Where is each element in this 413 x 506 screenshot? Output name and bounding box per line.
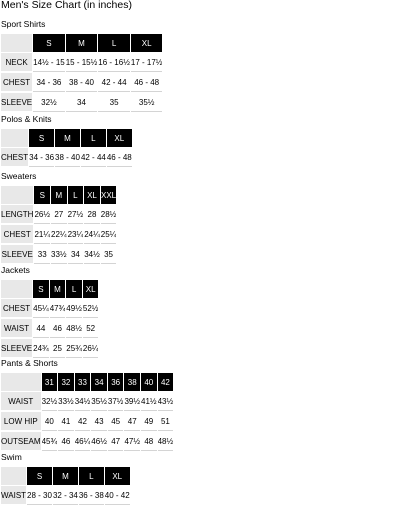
measurement-cell: 46 - 48 bbox=[131, 73, 163, 92]
size-header: L bbox=[79, 467, 104, 485]
row-label: WAIST bbox=[1, 319, 32, 338]
measurement-cell: 32½ bbox=[42, 392, 58, 411]
size-header: L bbox=[68, 186, 84, 204]
measurement-cell: 48½ bbox=[158, 432, 174, 451]
measurement-cell: 52 bbox=[83, 319, 99, 338]
measurement-cell: 46½ bbox=[91, 432, 107, 451]
header-corner bbox=[1, 373, 41, 391]
measurement-cell: 17 - 17½ bbox=[131, 53, 163, 72]
size-header: 40 bbox=[141, 373, 157, 391]
section-title: Swim bbox=[1, 452, 22, 462]
row-label: SLEEVE bbox=[1, 245, 33, 264]
table-row bbox=[1, 205, 116, 224]
measurement-cell: 26¼ bbox=[83, 339, 99, 358]
measurement-cell: 43½ bbox=[158, 392, 174, 411]
measurement-cell: 34 bbox=[68, 245, 84, 264]
table-row bbox=[1, 93, 162, 112]
measurement-cell: 43 bbox=[91, 412, 107, 431]
measurement-cell: 15 - 15½ bbox=[66, 53, 98, 72]
measurement-cell: 25¼ bbox=[101, 225, 117, 244]
measurement-cell: 46¼ bbox=[75, 432, 91, 451]
measurement-cell: 41½ bbox=[141, 392, 157, 411]
measurement-cell: 46 bbox=[58, 432, 74, 451]
row-label: CHEST bbox=[1, 148, 28, 167]
size-header: XXL bbox=[101, 186, 117, 204]
row-label: CHEST bbox=[1, 299, 32, 318]
header-row bbox=[1, 467, 130, 485]
measurement-cell: 47 bbox=[108, 432, 124, 451]
size-header: S bbox=[34, 186, 50, 204]
row-label: CHEST bbox=[1, 225, 33, 244]
measurement-cell: 49 bbox=[141, 412, 157, 431]
size-header: 34 bbox=[91, 373, 107, 391]
size-table-swim bbox=[0, 466, 131, 506]
table-row bbox=[1, 73, 162, 92]
measurement-cell: 35 bbox=[98, 93, 130, 112]
row-label: WAIST bbox=[1, 392, 41, 411]
measurement-cell: 51 bbox=[158, 412, 174, 431]
size-header: XL bbox=[131, 34, 163, 52]
size-header: 42 bbox=[158, 373, 174, 391]
size-table-sweaters bbox=[0, 185, 117, 265]
measurement-cell: 42 - 44 bbox=[81, 148, 106, 167]
header-corner bbox=[1, 186, 33, 204]
section-title: Pants & Shorts bbox=[1, 358, 58, 368]
measurement-cell: 42 bbox=[75, 412, 91, 431]
measurement-cell: 45¾ bbox=[42, 432, 58, 451]
row-label: LOW HIP bbox=[1, 412, 41, 431]
measurement-cell: 47¾ bbox=[50, 299, 66, 318]
header-corner bbox=[1, 34, 32, 52]
measurement-cell: 14½ - 15 bbox=[33, 53, 65, 72]
measurement-cell: 46 bbox=[50, 319, 66, 338]
measurement-cell: 33½ bbox=[51, 245, 67, 264]
header-corner bbox=[1, 467, 26, 485]
measurement-cell: 34 - 36 bbox=[29, 148, 54, 167]
measurement-cell: 33 bbox=[34, 245, 50, 264]
size-header: S bbox=[29, 129, 54, 147]
measurement-cell: 28½ bbox=[101, 205, 117, 224]
measurement-cell: 34 - 36 bbox=[33, 73, 65, 92]
size-header: M bbox=[55, 129, 80, 147]
size-header: M bbox=[53, 467, 78, 485]
measurement-cell: 48 bbox=[141, 432, 157, 451]
row-label: LENGTH bbox=[1, 205, 33, 224]
measurement-cell: 23¼ bbox=[68, 225, 84, 244]
section-title: Sport Shirts bbox=[1, 19, 46, 29]
measurement-cell: 24¾ bbox=[33, 339, 49, 358]
row-label: WAIST bbox=[1, 486, 26, 505]
row-label: CHEST bbox=[1, 73, 32, 92]
measurement-cell: 39½ bbox=[124, 392, 140, 411]
measurement-cell: 27½ bbox=[68, 205, 84, 224]
measurement-cell: 28 - 30 bbox=[27, 486, 52, 505]
table-row bbox=[1, 53, 162, 72]
table-row bbox=[1, 225, 116, 244]
measurement-cell: 45 bbox=[108, 412, 124, 431]
row-label: SLEEVE bbox=[1, 339, 32, 358]
size-header: M bbox=[50, 280, 66, 298]
section-title: Sweaters bbox=[1, 171, 37, 181]
measurement-cell: 32 - 34 bbox=[53, 486, 78, 505]
table-row bbox=[1, 319, 98, 338]
size-header: 31 bbox=[42, 373, 58, 391]
size-header: 38 bbox=[124, 373, 140, 391]
measurement-cell: 16 - 16½ bbox=[98, 53, 130, 72]
header-corner bbox=[1, 129, 28, 147]
measurement-cell: 37½ bbox=[108, 392, 124, 411]
size-header: L bbox=[81, 129, 106, 147]
size-table-polos-knits bbox=[0, 128, 133, 168]
size-header: XL bbox=[105, 467, 130, 485]
measurement-cell: 47 bbox=[124, 412, 140, 431]
table-row bbox=[1, 412, 173, 431]
measurement-cell: 49½ bbox=[66, 299, 82, 318]
measurement-cell: 45¼ bbox=[33, 299, 49, 318]
table-row bbox=[1, 486, 130, 505]
size-header: M bbox=[51, 186, 67, 204]
measurement-cell: 24¼ bbox=[84, 225, 100, 244]
measurement-cell: 40 bbox=[42, 412, 58, 431]
measurement-cell: 35 bbox=[101, 245, 117, 264]
size-header: M bbox=[66, 34, 98, 52]
page-title: Men's Size Chart (in inches) bbox=[1, 0, 132, 11]
row-label: OUTSEAM bbox=[1, 432, 41, 451]
size-header: S bbox=[27, 467, 52, 485]
measurement-cell: 26½ bbox=[34, 205, 50, 224]
measurement-cell: 35½ bbox=[131, 93, 163, 112]
table-row bbox=[1, 392, 173, 411]
measurement-cell: 22¼ bbox=[51, 225, 67, 244]
table-row bbox=[1, 339, 98, 358]
size-header: XL bbox=[83, 280, 99, 298]
measurement-cell: 34½ bbox=[84, 245, 100, 264]
size-header: 32 bbox=[58, 373, 74, 391]
measurement-cell: 35½ bbox=[91, 392, 107, 411]
measurement-cell: 32½ bbox=[33, 93, 65, 112]
header-row bbox=[1, 34, 162, 52]
measurement-cell: 40 - 42 bbox=[105, 486, 130, 505]
size-table-pants-shorts bbox=[0, 372, 174, 452]
size-header: 36 bbox=[108, 373, 124, 391]
header-row bbox=[1, 129, 132, 147]
measurement-cell: 27 bbox=[51, 205, 67, 224]
size-header: S bbox=[33, 34, 65, 52]
size-header: XL bbox=[107, 129, 132, 147]
measurement-cell: 42 - 44 bbox=[98, 73, 130, 92]
measurement-cell: 47½ bbox=[124, 432, 140, 451]
measurement-cell: 34 bbox=[66, 93, 98, 112]
measurement-cell: 44 bbox=[33, 319, 49, 338]
measurement-cell: 33½ bbox=[58, 392, 74, 411]
measurement-cell: 28 bbox=[84, 205, 100, 224]
size-header: 33 bbox=[75, 373, 91, 391]
row-label: SLEEVE bbox=[1, 93, 32, 112]
measurement-cell: 34½ bbox=[75, 392, 91, 411]
row-label: NECK bbox=[1, 53, 32, 72]
size-table-sport-shirts bbox=[0, 33, 163, 113]
measurement-cell: 25¾ bbox=[66, 339, 82, 358]
table-row bbox=[1, 148, 132, 167]
measurement-cell: 21¼ bbox=[34, 225, 50, 244]
header-row bbox=[1, 373, 173, 391]
header-row bbox=[1, 280, 98, 298]
measurement-cell: 38 - 40 bbox=[66, 73, 98, 92]
measurement-cell: 48½ bbox=[66, 319, 82, 338]
table-row bbox=[1, 245, 116, 264]
header-row bbox=[1, 186, 116, 204]
size-table-jackets bbox=[0, 279, 99, 359]
measurement-cell: 38 - 40 bbox=[55, 148, 80, 167]
section-title: Jackets bbox=[1, 265, 30, 275]
measurement-cell: 46 - 48 bbox=[107, 148, 132, 167]
size-header: XL bbox=[84, 186, 100, 204]
measurement-cell: 52½ bbox=[83, 299, 99, 318]
section-title: Polos & Knits bbox=[1, 114, 52, 124]
header-corner bbox=[1, 280, 32, 298]
size-header: L bbox=[66, 280, 82, 298]
size-header: L bbox=[98, 34, 130, 52]
measurement-cell: 41 bbox=[58, 412, 74, 431]
table-row bbox=[1, 432, 173, 451]
size-header: S bbox=[33, 280, 49, 298]
measurement-cell: 36 - 38 bbox=[79, 486, 104, 505]
table-row bbox=[1, 299, 98, 318]
measurement-cell: 25 bbox=[50, 339, 66, 358]
